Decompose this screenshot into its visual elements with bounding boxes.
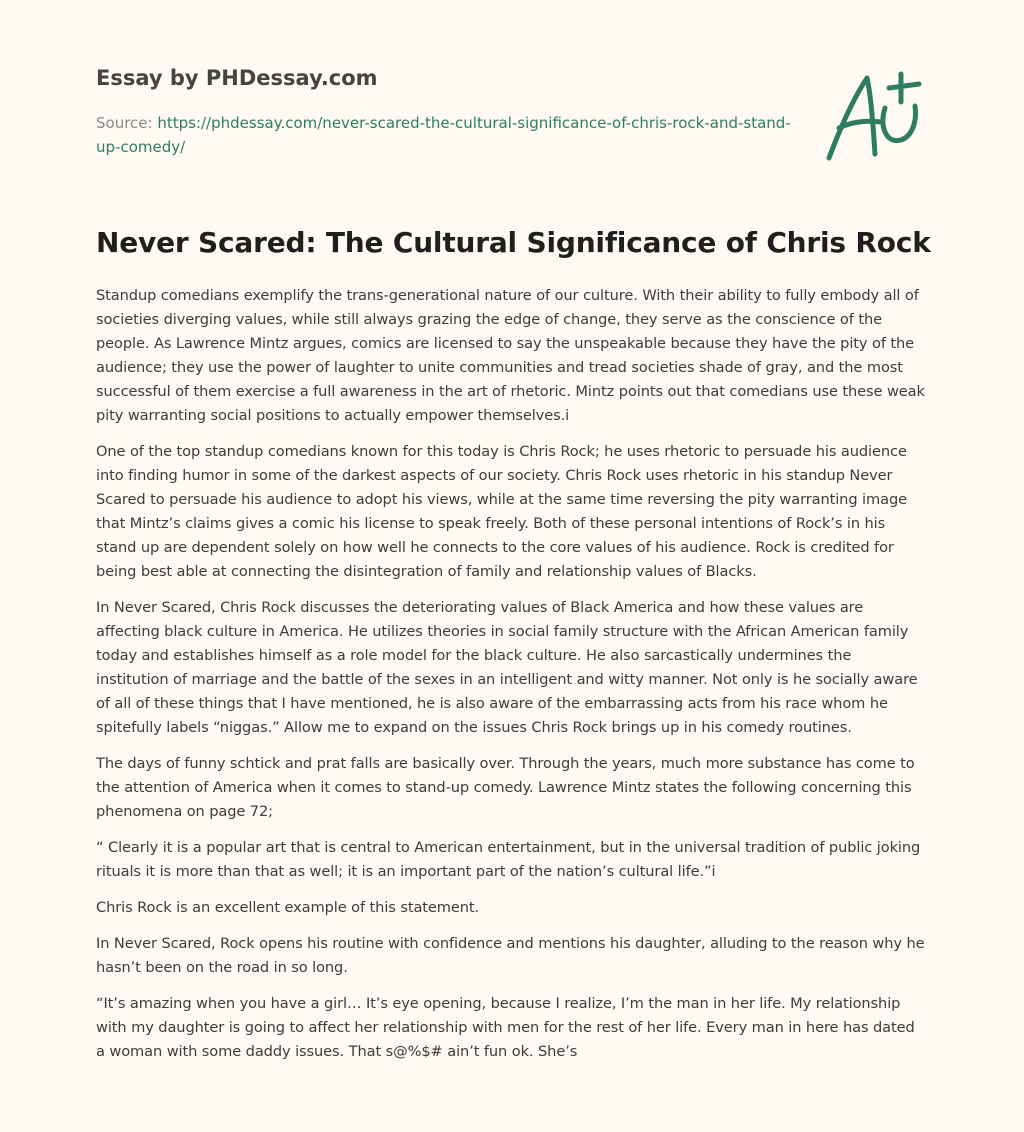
- site-brand: Essay by PHDessay.com: [96, 66, 378, 90]
- article-body: [96, 284, 928, 1076]
- paragraph: In Never Scared, Chris Rock discusses the deteriorating values of Black America and how these values are affecting black culture in America. He utilizes theories in social family structure with the African American family today and establishes himself as a role model for the black culture. He also sarcastically undermines the institution of marriage and the battle of the sexes in an intelligent and witty manner. Not only is he socially aware of all of these things that I have mentioned, he is also aware of the embarrassing acts from his race whom he spitefully labels “niggas.” Allow me to expand on the issues Chris Rock brings up in his comedy routines.: [96, 599, 918, 736]
- a-plus-grade-icon: [821, 66, 929, 166]
- paragraph: Standup comedians exemplify the trans-generational nature of our culture. With their ability to fully embody all of societies diverging values, while still always grazing the edge of change, they serve as the conscience of the people. As Lawrence Mintz argues, comics are licensed to say the unspeakable because they have the pity of the audience; they use the power of laughter to unite communities and tread societies shade of gray, and the most successful of them exercise a full awareness in the art of rhetoric. Mintz points out that comedians use these weak pity warranting social positions to actually empower themselves.i: [96, 287, 925, 424]
- article-title: Never Scared: The Cultural Significance of Chris Rock: [96, 226, 931, 259]
- source-label: Source:: [96, 114, 158, 132]
- source-link[interactable]: https://phdessay.com/never-scared-the-cultural-significance-of-chris-rock-and-stand-up-comedy/: [96, 114, 791, 156]
- paragraph: Chris Rock is an excellent example of this statement.: [96, 899, 480, 916]
- source-line: [96, 111, 796, 159]
- quote-paragraph: “ Clearly it is a popular art that is central to American entertainment, but in the universal tradition of public joking rituals it is more than that as well; it is an important part of the nation’s cultural life.”i: [96, 839, 921, 880]
- paragraph: The days of funny schtick and prat falls are basically over. Through the years, much more substance has come to the attention of America when it comes to stand-up comedy. Lawrence Mintz states the following concerning this phenomena on page 72;: [96, 755, 915, 820]
- quote-paragraph: “It’s amazing when you have a girl… It’s eye opening, because I realize, I’m the man in her life. My relationship with my daughter is going to affect her relationship with men for the rest of her life. Every man in here has dated a woman with some daddy issues. That s@%$# ain’t fun ok. She’s: [96, 995, 915, 1060]
- paragraph: One of the top standup comedians known for this today is Chris Rock; he uses rhetoric to persuade his audience into finding humor in some of the darkest aspects of our society. Chris Rock uses rhetoric in his standup Never Scared to persuade his audience to adopt his views, while at the same time reversing the pity warranting image that Mintz’s claims gives a comic his license to speak freely. Both of these personal intentions of Rock’s in his stand up are dependent solely on how well he connects to the core values of his audience. Rock is credited for being best able at connecting the disintegration of family and relationship values of Blacks.: [96, 443, 907, 580]
- paragraph: In Never Scared, Rock opens his routine with confidence and mentions his daughter, alluding to the reason why he hasn’t been on the road in so long.: [96, 935, 925, 976]
